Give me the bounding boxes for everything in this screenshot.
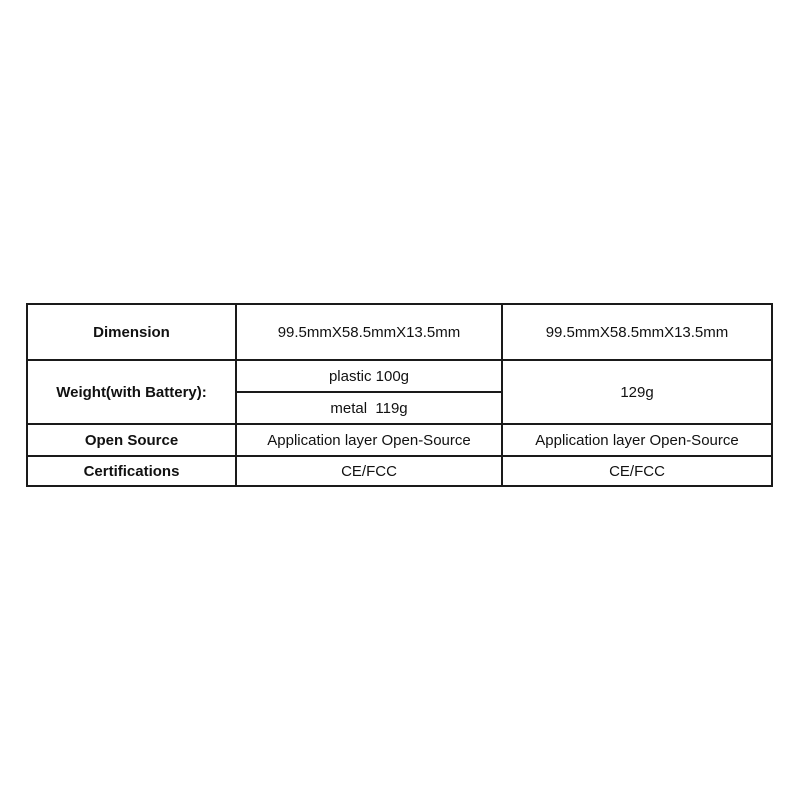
certifications-value-2: CE/FCC bbox=[502, 456, 772, 486]
table-row-weight bbox=[27, 360, 772, 392]
dimension-value-2: 99.5mmX58.5mmX13.5mm bbox=[502, 304, 772, 360]
spec-table bbox=[26, 303, 773, 487]
weight-label: Weight(with Battery): bbox=[27, 360, 236, 424]
table-row-certifications bbox=[27, 456, 772, 486]
open-source-label: Open Source bbox=[27, 424, 236, 456]
table-row-open-source bbox=[27, 424, 772, 456]
certifications-value-1: CE/FCC bbox=[236, 456, 502, 486]
weight-value-2: 129g bbox=[502, 360, 772, 424]
certifications-label: Certifications bbox=[27, 456, 236, 486]
open-source-value-1: Application layer Open-Source bbox=[236, 424, 502, 456]
dimension-value-1: 99.5mmX58.5mmX13.5mm bbox=[236, 304, 502, 360]
table-row-dimension bbox=[27, 304, 772, 360]
dimension-label: Dimension bbox=[27, 304, 236, 360]
open-source-value-2: Application layer Open-Source bbox=[502, 424, 772, 456]
weight-value-plastic: plastic 100g bbox=[236, 360, 502, 392]
weight-value-metal: metal 119g bbox=[236, 392, 502, 424]
